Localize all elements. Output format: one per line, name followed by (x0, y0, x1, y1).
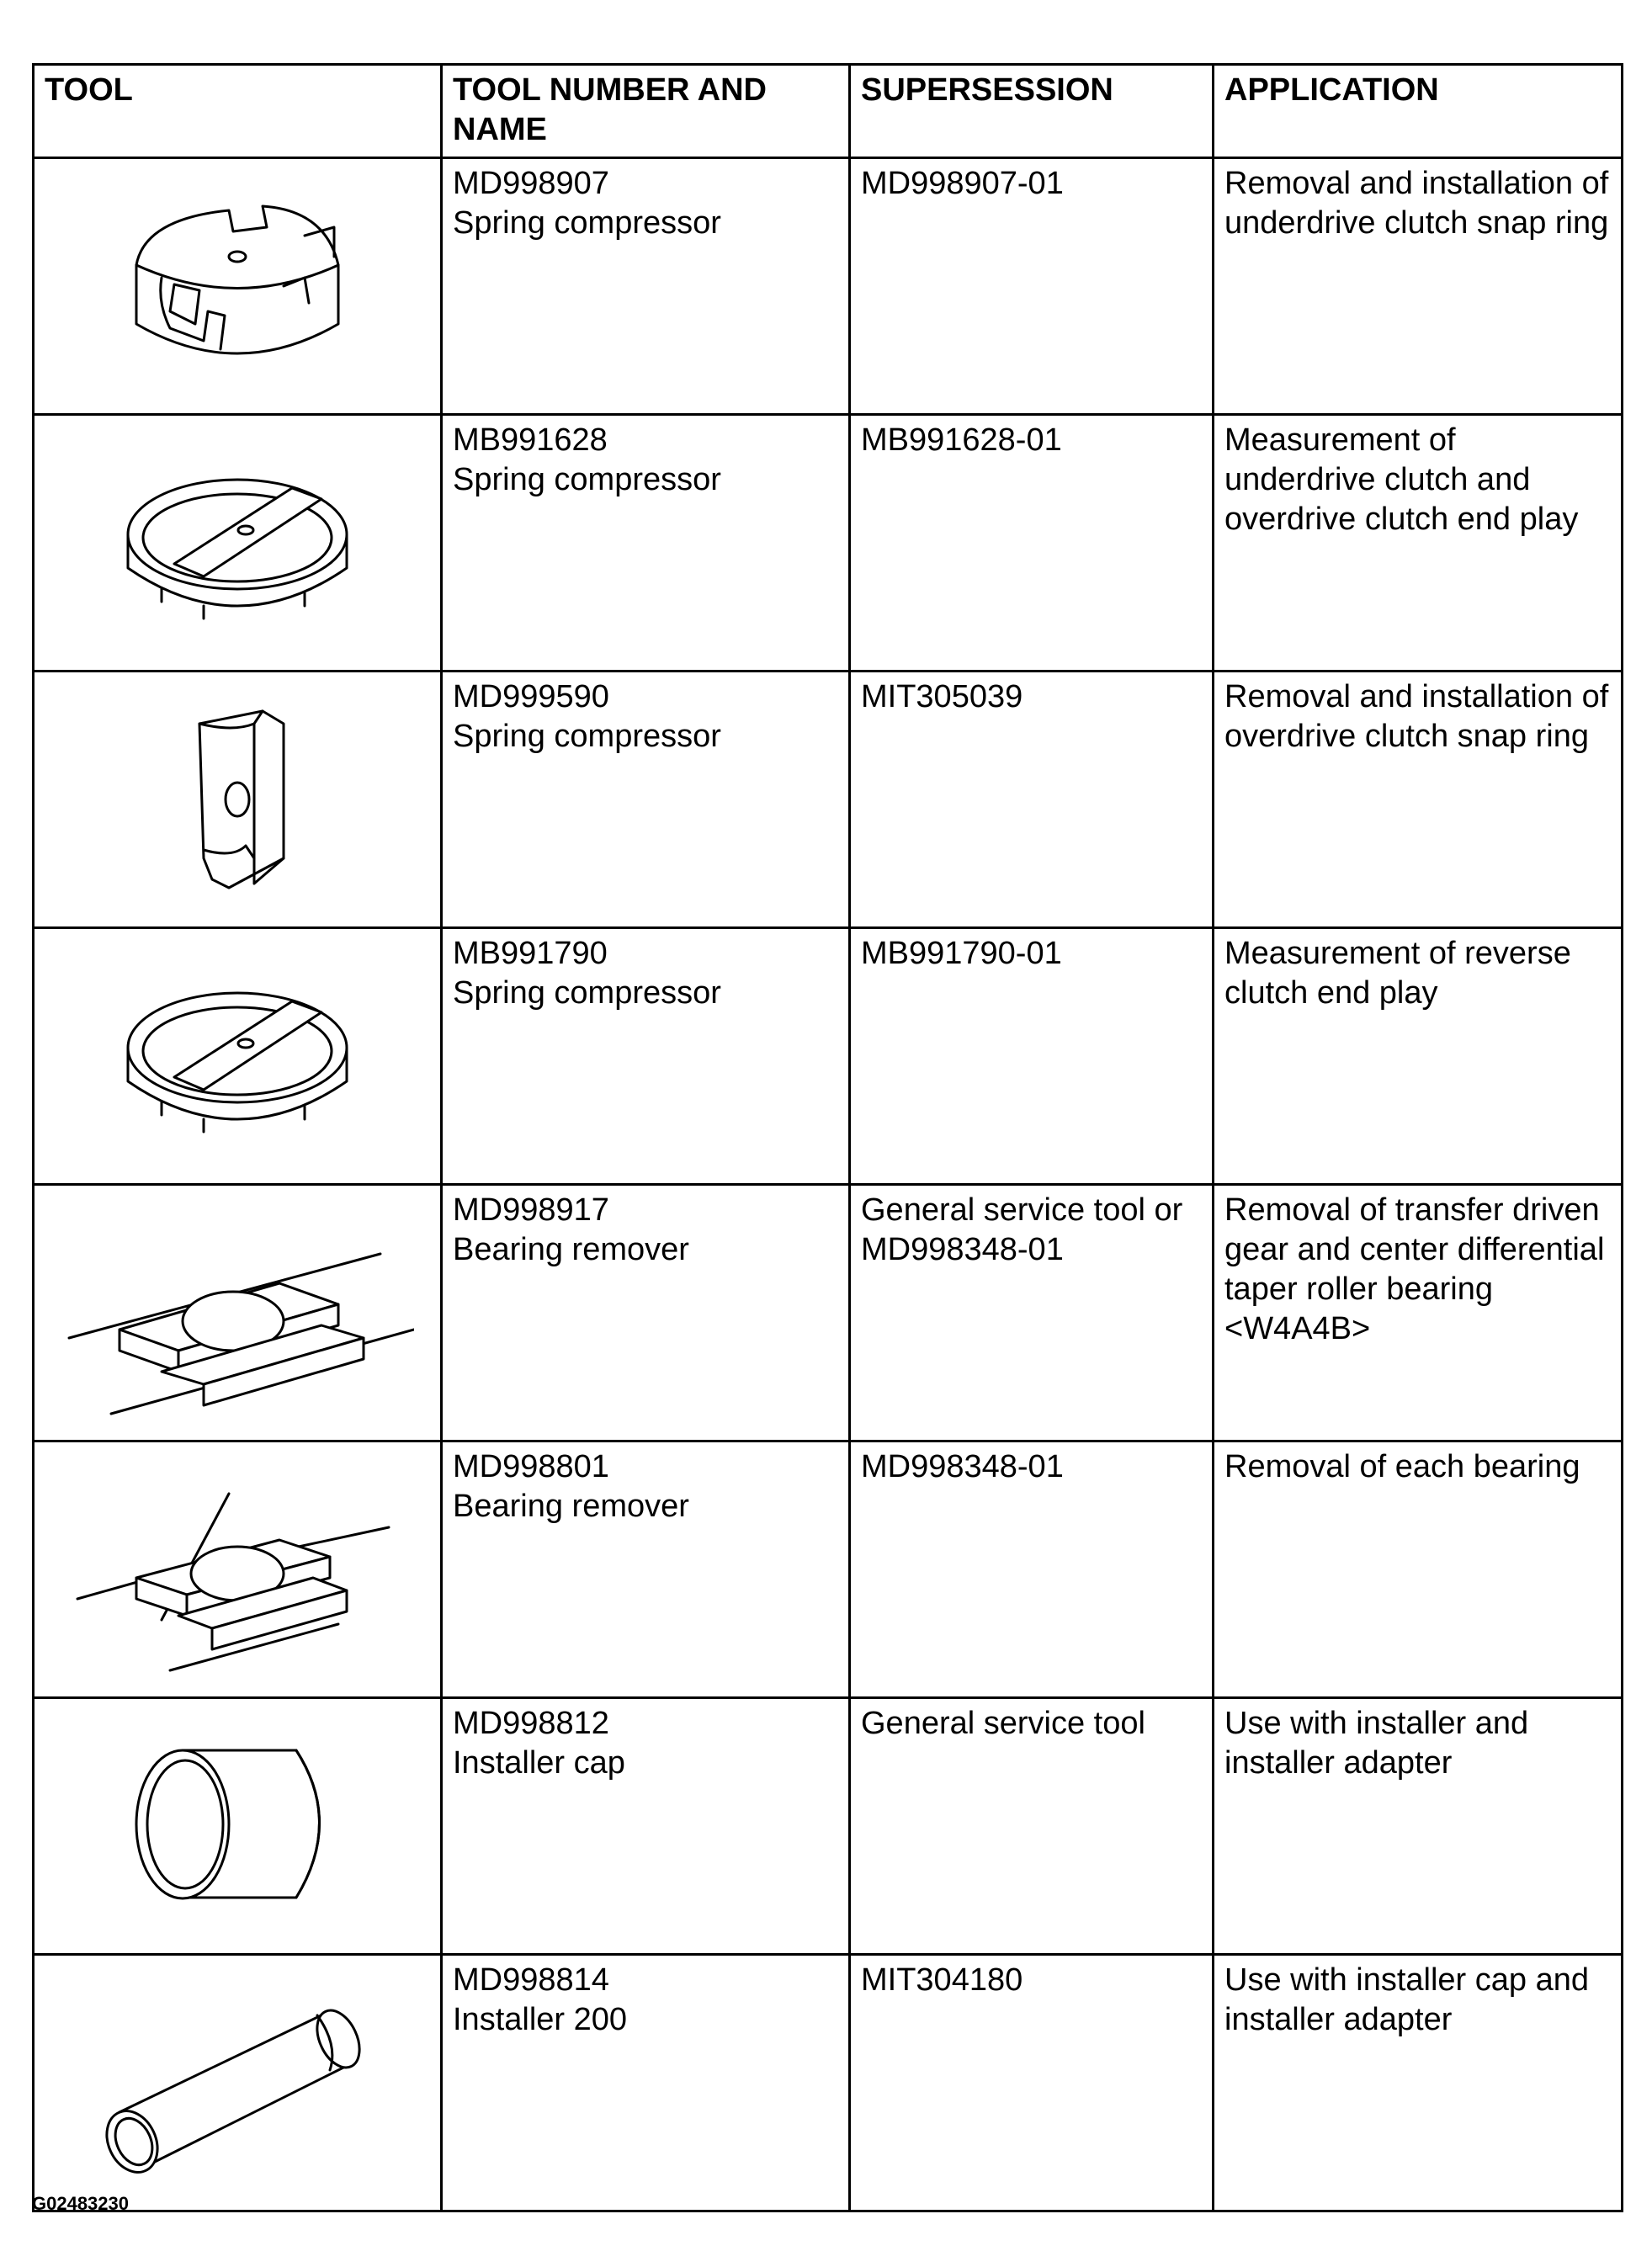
tool-number: MD998907 (453, 166, 609, 201)
supersession-cell: MB991628-01 (850, 415, 1214, 672)
figure-id: G02483230 (32, 2193, 129, 2214)
table-row (34, 672, 1623, 928)
tool-illustration-cell (34, 415, 442, 672)
installer-cap-icon (111, 1717, 364, 1935)
tool-name: Installer 200 (453, 2002, 628, 2037)
application-cell: Removal and installation of overdrive clutch snap ring (1214, 672, 1623, 928)
tool-illustration-cell (34, 1441, 442, 1698)
tool-name: Spring compressor (453, 719, 721, 754)
tool-number: MD998812 (453, 1706, 609, 1741)
application-cell: Removal and installation of underdrive clutch snap ring (1214, 158, 1623, 415)
spring-compressor-icon (111, 955, 364, 1157)
special-tools-sheet (32, 63, 1621, 2212)
tool-name: Bearing remover (453, 1232, 689, 1267)
spring-compressor-icon (111, 185, 364, 387)
tool-illustration-cell (34, 672, 442, 928)
tool-number-name-cell (442, 1185, 850, 1441)
tool-name: Bearing remover (453, 1489, 689, 1524)
tool-number: MB991628 (453, 422, 608, 458)
tool-illustration-cell (34, 1185, 442, 1441)
table-row (34, 1698, 1623, 1955)
tool-number: MD998814 (453, 1962, 609, 1998)
supersession-cell: MIT304180 (850, 1955, 1214, 2211)
tool-number-name-cell (442, 672, 850, 928)
supersession-cell: MB991790-01 (850, 928, 1214, 1185)
table-row (34, 928, 1623, 1185)
tool-name: Spring compressor (453, 205, 721, 241)
application-cell: Removal of each bearing (1214, 1441, 1623, 1698)
table-row (34, 158, 1623, 415)
tool-name: Installer cap (453, 1745, 625, 1781)
tool-name: Spring compressor (453, 975, 721, 1011)
table-row (34, 1955, 1623, 2211)
header-application: APPLICATION (1214, 65, 1623, 158)
spring-compressor-icon (111, 442, 364, 644)
tool-number: MD999590 (453, 679, 609, 714)
header-row (34, 65, 1623, 158)
application-cell: Measurement of reverse clutch end play (1214, 928, 1623, 1185)
bearing-remover-icon (61, 1203, 414, 1422)
tool-illustration-cell (34, 158, 442, 415)
tool-number-name-cell (442, 928, 850, 1185)
supersession-cell: MIT305039 (850, 672, 1214, 928)
application-cell: Use with installer and installer adapter (1214, 1698, 1623, 1955)
header-tool: TOOL (34, 65, 442, 158)
application-cell: Measurement of underdrive clutch and overdrive clutch end play (1214, 415, 1623, 672)
header-supersession: SUPERSESSION (850, 65, 1214, 158)
tool-illustration-cell (34, 928, 442, 1185)
special-tools-table (32, 63, 1623, 2212)
tool-number: MB991790 (453, 936, 608, 971)
spring-compressor-icon (153, 690, 321, 909)
tool-illustration-cell (34, 1698, 442, 1955)
tool-number-name-cell (442, 158, 850, 415)
tool-number: MD998917 (453, 1192, 609, 1228)
header-tool-number-and-name: TOOL NUMBER AND NAME (442, 65, 850, 158)
supersession-cell: MD998348-01 (850, 1441, 1214, 1698)
tool-illustration-cell (34, 1955, 442, 2211)
tool-number: MD998801 (453, 1449, 609, 1484)
tool-number-name-cell (442, 415, 850, 672)
application-cell: Removal of transfer driven gear and center differential taper roller bearing <W4A4B> (1214, 1185, 1623, 1441)
application-cell: Use with installer cap and installer adapter (1214, 1955, 1623, 2211)
supersession-cell: General service tool (850, 1698, 1214, 1955)
tool-number-name-cell (442, 1955, 850, 2211)
tool-name: Spring compressor (453, 462, 721, 497)
tool-number-name-cell (442, 1441, 850, 1698)
supersession-cell: MD998907-01 (850, 158, 1214, 415)
tool-number-name-cell (442, 1698, 850, 1955)
table-row (34, 1441, 1623, 1698)
installer-tube-icon (86, 1965, 389, 2201)
table-row (34, 1185, 1623, 1441)
table-row (34, 415, 1623, 672)
bearing-remover-icon (61, 1460, 414, 1679)
supersession-cell: General service tool or MD998348-01 (850, 1185, 1214, 1441)
